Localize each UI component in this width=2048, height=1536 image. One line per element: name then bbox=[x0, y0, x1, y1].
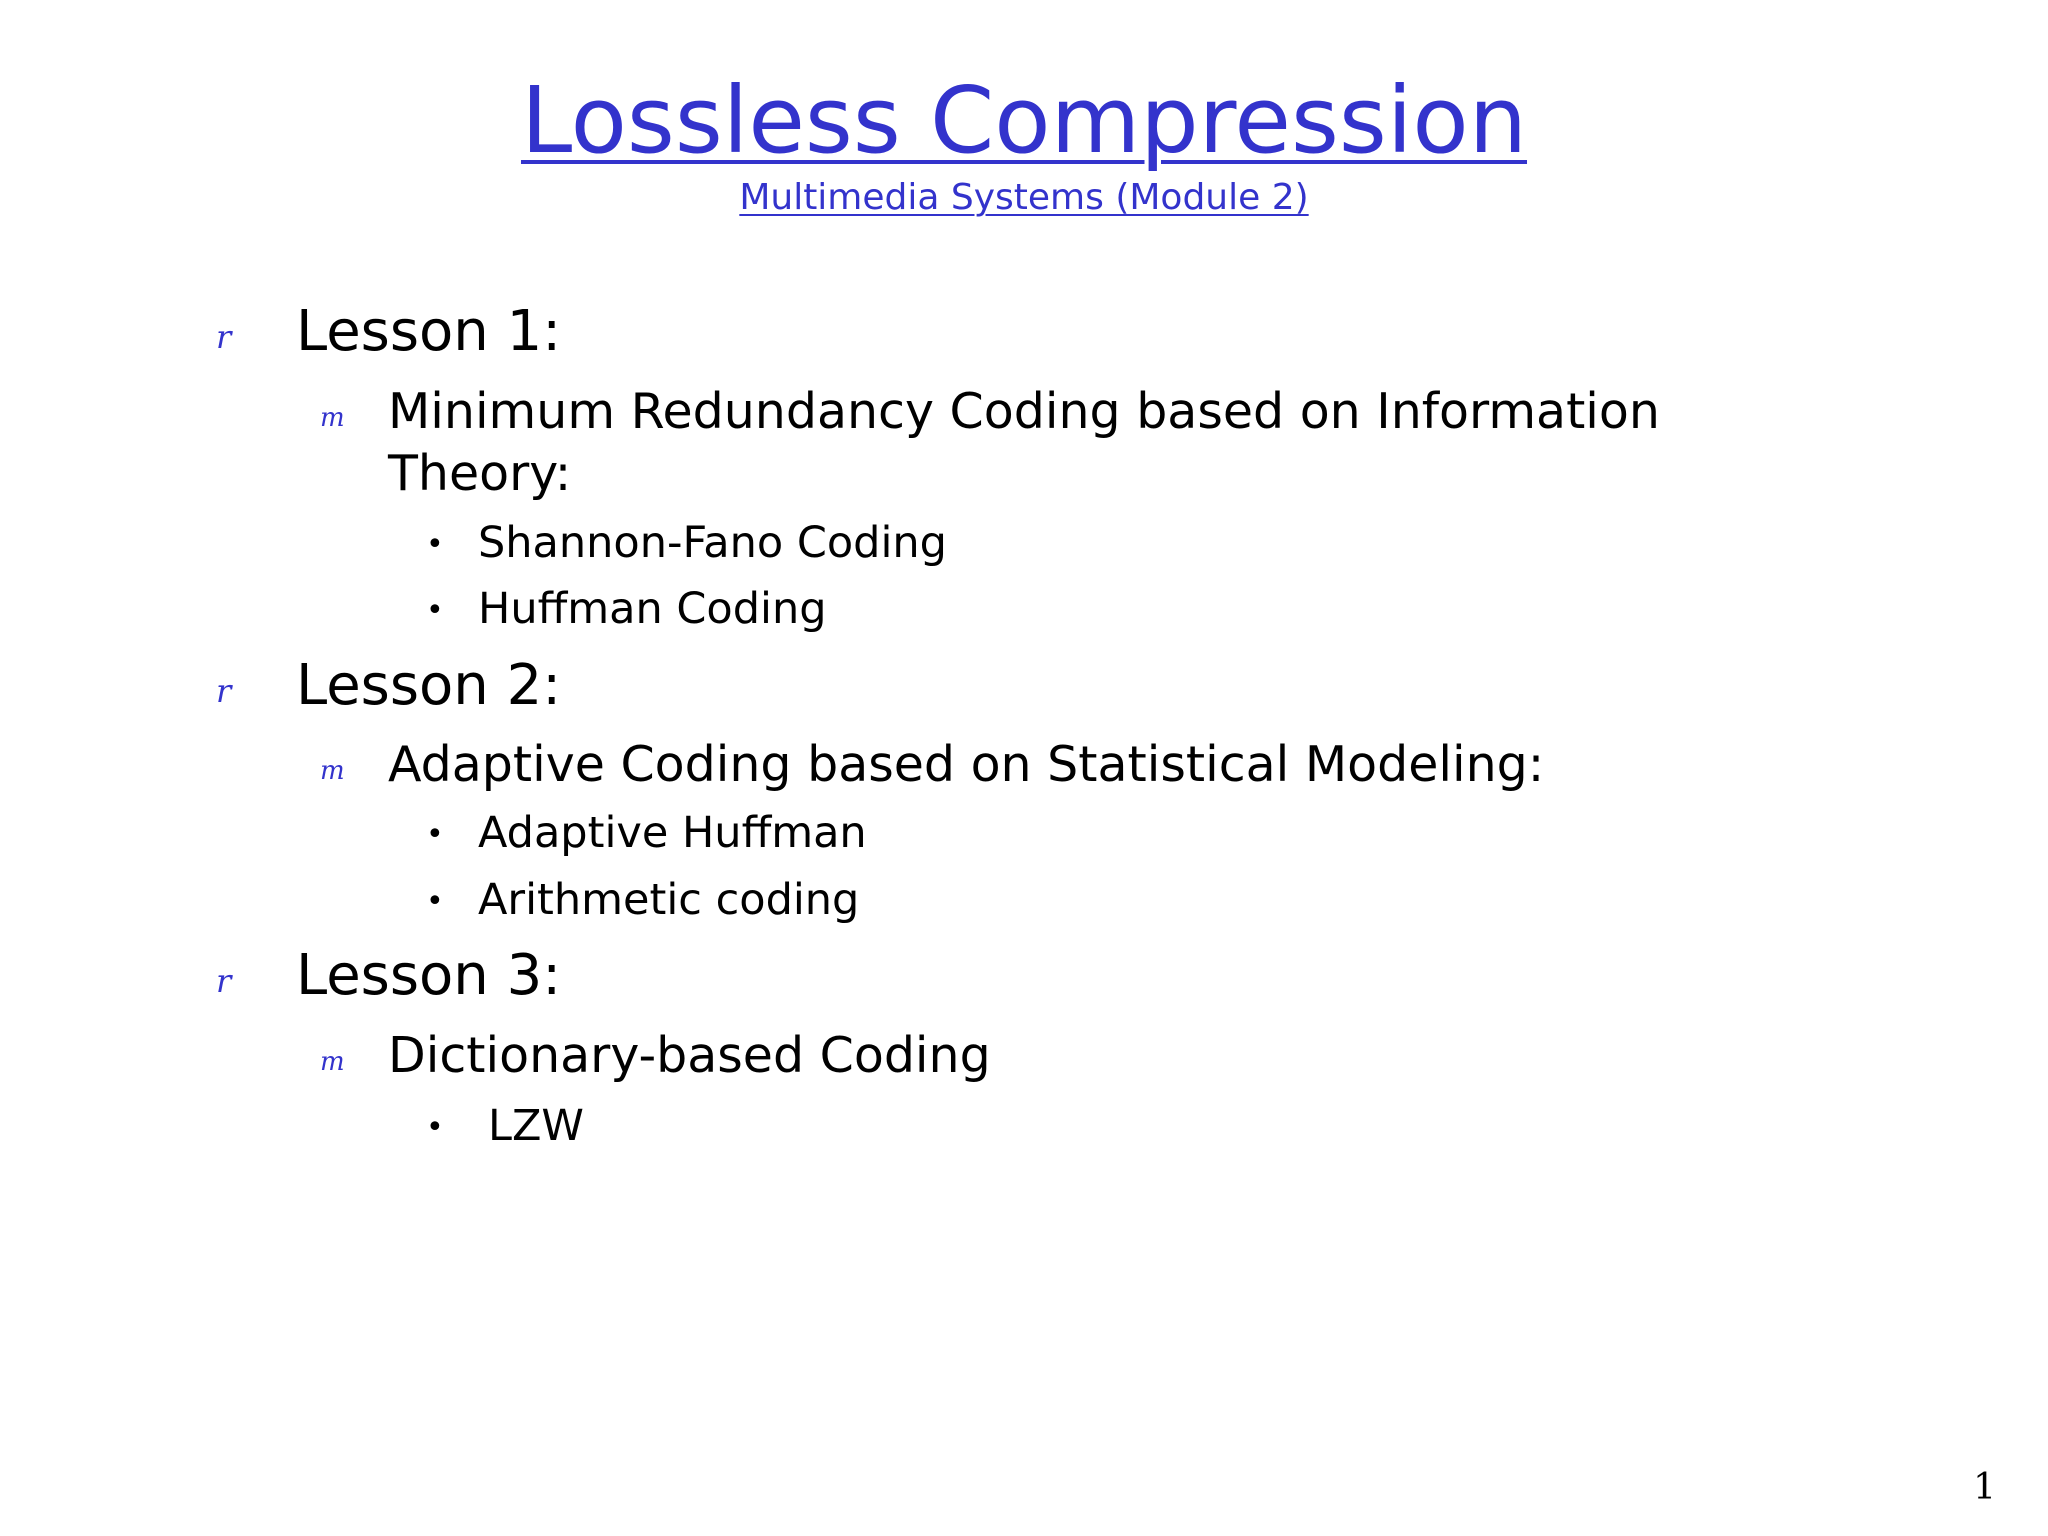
lesson-3-topic: Dictionary-based Coding bbox=[388, 1027, 991, 1084]
level3-bullet-marker: • bbox=[426, 1110, 444, 1145]
lesson-1-item-1: Shannon-Fano Coding bbox=[478, 518, 947, 568]
lesson-1-topic-line-2: Theory: bbox=[388, 445, 572, 502]
level1-bullet-marker: r bbox=[216, 672, 232, 710]
level3-bullet-marker: • bbox=[426, 884, 444, 919]
page-number: 1 bbox=[1973, 1467, 1996, 1508]
level1-bullet-marker: r bbox=[216, 962, 232, 1000]
level3-bullet-marker: • bbox=[426, 527, 444, 562]
lesson-2-topic: Adaptive Coding based on Statistical Modeling: bbox=[388, 736, 1545, 793]
level2-bullet-marker: m bbox=[320, 403, 345, 433]
slide-title: Lossless Compression bbox=[520, 67, 1528, 174]
lesson-1-heading: Lesson 1: bbox=[296, 299, 562, 364]
lesson-2-heading: Lesson 2: bbox=[296, 653, 562, 718]
lesson-3-heading: Lesson 3: bbox=[296, 943, 562, 1008]
lesson-2-item-2: Arithmetic coding bbox=[478, 875, 860, 925]
lesson-3-item-1: LZW bbox=[488, 1101, 584, 1151]
level1-bullet-marker: r bbox=[216, 318, 232, 356]
level3-bullet-marker: • bbox=[426, 817, 444, 852]
slide-subtitle: Multimedia Systems (Module 2) bbox=[739, 177, 1309, 218]
level3-bullet-marker: • bbox=[426, 593, 444, 628]
level2-bullet-marker: m bbox=[320, 1047, 345, 1077]
level2-bullet-marker: m bbox=[320, 756, 345, 786]
lesson-2-item-1: Adaptive Huffman bbox=[478, 808, 867, 858]
lesson-1-item-2: Huffman Coding bbox=[478, 584, 827, 634]
lesson-1-topic-line-1: Minimum Redundancy Coding based on Information bbox=[388, 383, 1660, 440]
